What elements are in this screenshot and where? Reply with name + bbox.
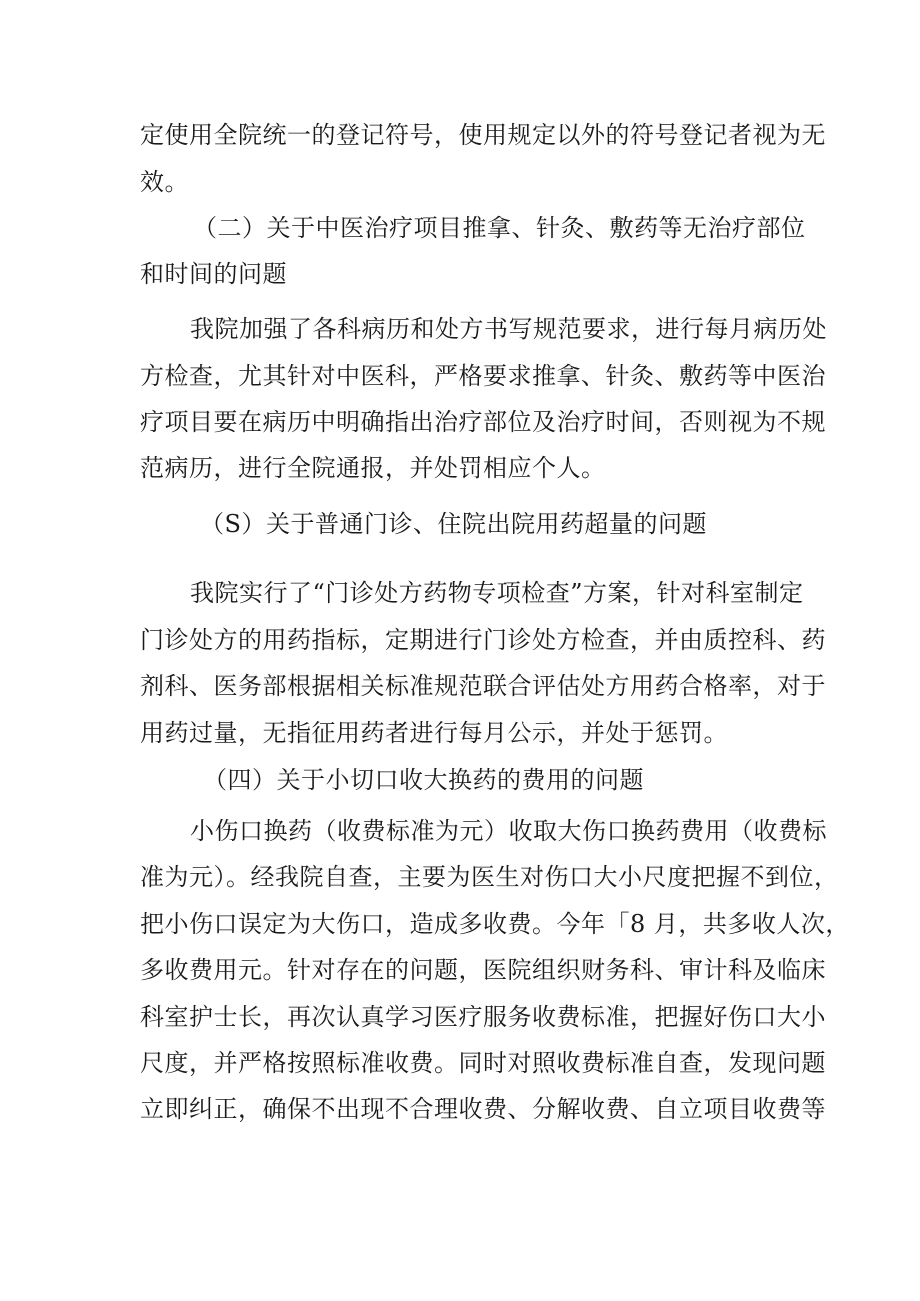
section-heading: （S）关于普通门诊、住院出院用药超量的问题 [200, 510, 707, 538]
text-line: 定使用全院统一的登记符号，使用规定以外的符号登记者视为无 [140, 121, 826, 149]
text-line: 剂科、医务部根据相关标准规范联合评估处方用药合格率，对于 [140, 672, 826, 700]
text-line: 把小伤口误定为大伤口，造成多收费。今年「8 月，共多收人次， [140, 910, 850, 938]
text-line: 多收费用元。针对存在的问题，医院组织财务科、审计科及临床 [140, 956, 826, 984]
paragraph-first-line: 小伤口换药（收费标准为元）收取大伤口换药费用（收费标 [190, 817, 827, 845]
text-line: 尺度，并严格按照标准收费。同时对照收费标准自查，发现问题 [140, 1049, 826, 1077]
text-line: 立即纠正，确保不出现不合理收费、分解收费、自立项目收费等 [140, 1095, 826, 1123]
text-line: 门诊处方的用药指标，定期进行门诊处方检查，并由质控科、药 [140, 626, 826, 654]
text-line: 方检查，尤其针对中医科，严格要求推拿、针灸、敷药等中医治 [140, 362, 826, 390]
text-line: 科室护士长，再次认真学习医疗服务收费标准，把握好伤口大小 [140, 1003, 826, 1031]
paragraph-first-line: 我院实行了“门诊处方药物专项检查”方案，针对科室制定 [190, 579, 804, 607]
section-heading-continued: 和时间的问题 [140, 260, 287, 288]
text-line: 用药过量，无指征用药者进行每月公示，并处于惩罚。 [140, 719, 728, 747]
paragraph-first-line: 我院加强了各科病历和处方书写规范要求，进行每月病历处 [190, 315, 827, 343]
text-line: 准为元）。经我院自查，主要为医生对伤口大小尺度把握不到位， [140, 863, 839, 891]
text-line: 疗项目要在病历中明确指出治疗部位及治疗时间，否则视为不规 [140, 408, 826, 436]
text-line: 范病历，进行全院通报，并处罚相应个人。 [140, 454, 606, 482]
section-heading: （二）关于中医治疗项目推拿、针灸、敷药等无治疗部位 [193, 214, 806, 242]
text-line: 效。 [140, 168, 189, 196]
section-heading: （四）关于小切口收大换药的费用的问题 [203, 766, 644, 794]
